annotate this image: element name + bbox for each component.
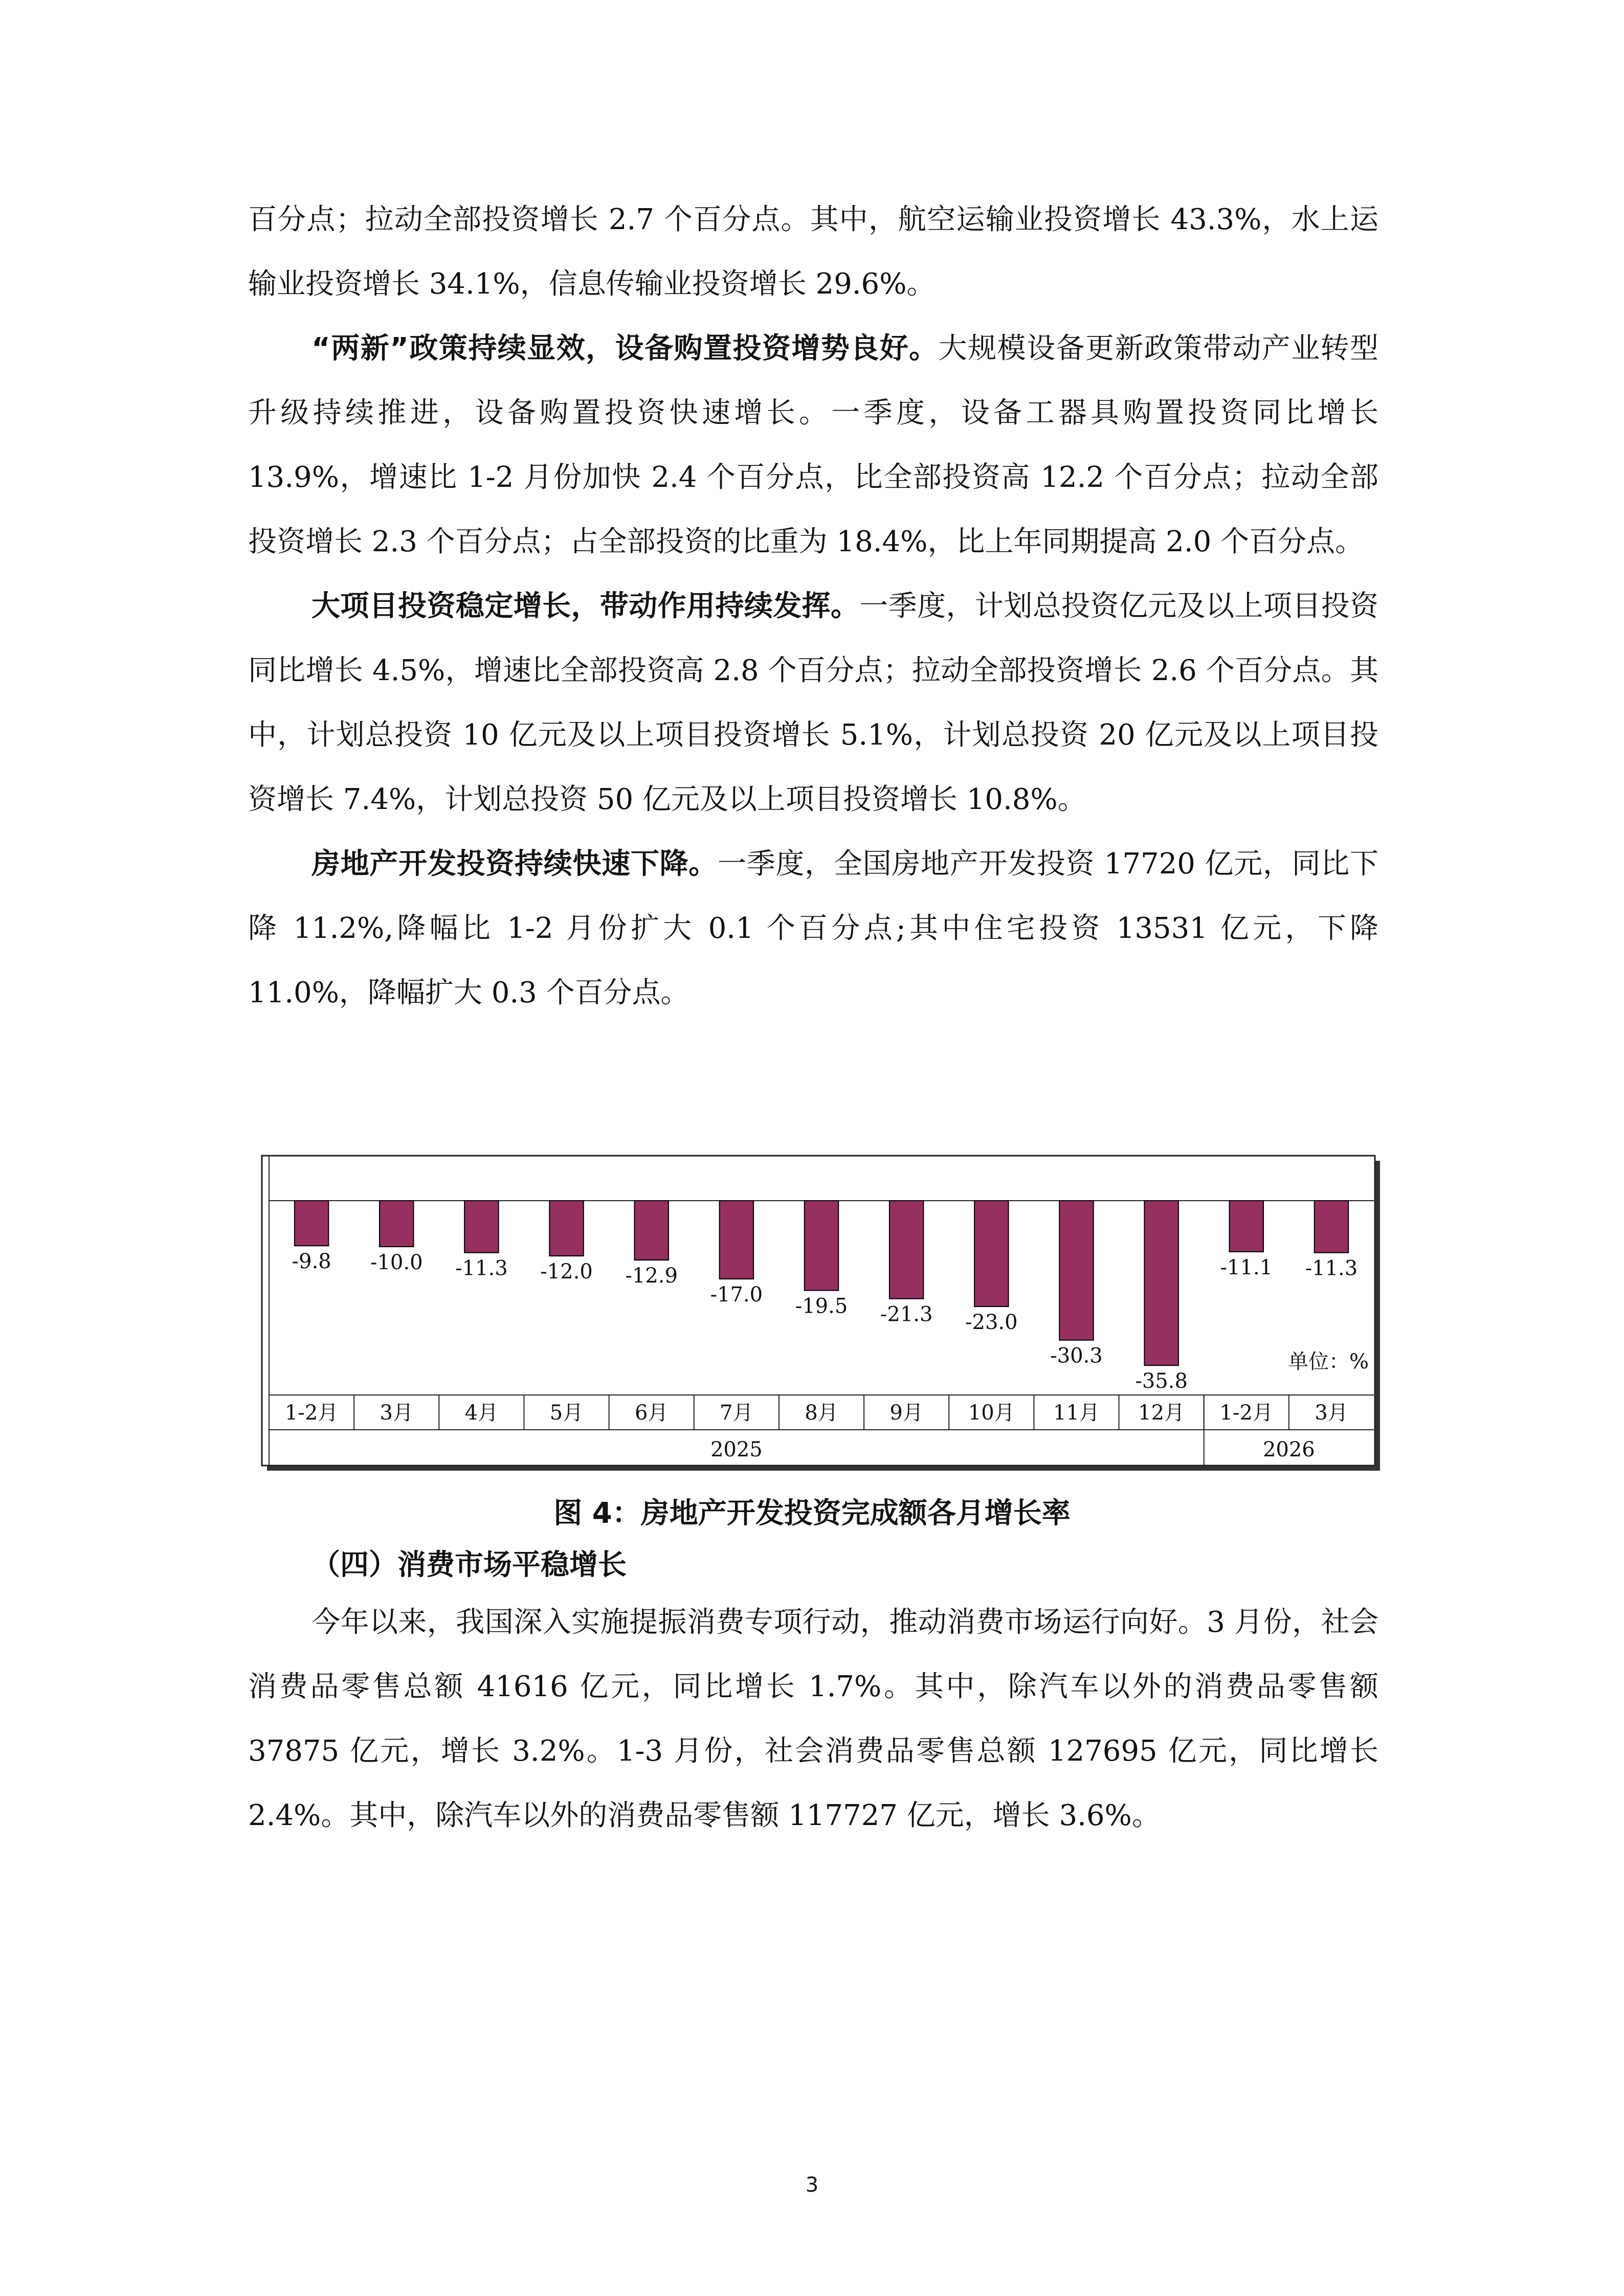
- paragraph-4-lead: 房地产开发投资持续快速下降。: [312, 847, 718, 881]
- value-label-0: -9.8: [292, 1250, 331, 1274]
- bar-0: [295, 1201, 328, 1246]
- category-label-0: 1-2月: [284, 1401, 339, 1425]
- value-label-11: -11.1: [1220, 1255, 1273, 1279]
- category-label-12: 3月: [1315, 1401, 1348, 1425]
- bar-10: [1144, 1201, 1178, 1365]
- paragraph-2-body: 大规模设备更新政策带动产业转型升级持续推进，设备购置投资快速增长。一季度，设备工器具购置投资同比增长 13.9%，增速比 1-2 月份加快 2.4 个百分点，比全部投资高 12.2 个百分点；拉动全部投资增长 2.3 个百分点；占全部投资的比重为 18.4%，比上年同期提高 2.0 个百分点。: [248, 332, 1379, 558]
- paragraph-5: 今年以来，我国深入实施提振消费专项行动，推动消费市场运行向好。3 月份，社会消费品零售总额 41616 亿元，同比增长 1.7%。其中，除汽车以外的消费品零售额 37875 亿元，增长 3.2%。1-3 月份，社会消费品零售总额 127695 亿元，同比增长 2.4%。其中，除汽车以外的消费品零售额 117727 亿元，增长 3.6%。: [248, 1606, 1378, 1832]
- value-label-6: -19.5: [795, 1294, 848, 1318]
- category-label-1: 3月: [380, 1401, 413, 1425]
- unit-label: 单位：%: [1287, 1350, 1369, 1374]
- body-text-2: [248, 1590, 1378, 1848]
- value-label-3: -12.0: [540, 1260, 593, 1284]
- paragraph-4: [248, 832, 1378, 1025]
- value-label-10: -35.8: [1135, 1369, 1188, 1393]
- value-label-1: -10.0: [370, 1251, 423, 1274]
- value-label-9: -30.3: [1050, 1344, 1103, 1368]
- value-label-7: -21.3: [880, 1302, 933, 1326]
- category-label-6: 8月: [805, 1401, 838, 1425]
- category-label-3: 5月: [549, 1401, 584, 1425]
- bar-11: [1230, 1201, 1263, 1252]
- bar-4: [634, 1201, 668, 1260]
- bar-5: [720, 1201, 753, 1279]
- paragraph-1: 百分点；拉动全部投资增长 2.7 个百分点。其中，航空运输业投资增长 43.3%，水上运输业投资增长 34.1%，信息传输业投资增长 29.6%。: [248, 203, 1378, 301]
- bar-12: [1315, 1201, 1348, 1253]
- body-text: [248, 188, 1378, 1025]
- bar-2: [464, 1201, 498, 1253]
- category-label-8: 10月: [968, 1401, 1015, 1425]
- bar-9: [1059, 1201, 1093, 1340]
- category-label-5: 7月: [720, 1401, 753, 1425]
- bar-7: [889, 1201, 923, 1299]
- category-label-10: 12月: [1138, 1401, 1185, 1425]
- paragraph-2-lead: “两新”政策持续显效，设备购置投资增势良好。: [312, 332, 939, 365]
- paragraph-2: [248, 317, 1378, 574]
- page-number: 3: [805, 2173, 819, 2197]
- category-label-4: 6月: [634, 1401, 669, 1425]
- category-label-9: 11月: [1053, 1401, 1100, 1425]
- paragraph-3-body: 一季度，计划总投资亿元及以上项目投资同比增长 4.5%，增速比全部投资高 2.8 个百分点；拉动全部投资增长 2.6 个百分点。其中，计划总投资 10 亿元及以上项目投资增长 5.1%，计划总投资 20 亿元及以上项目投资增长 7.4%，计划总投资 50 亿元及以上项目投资增长 10.8%。: [248, 590, 1379, 816]
- category-label-7: 9月: [889, 1401, 923, 1425]
- year-label-0: 2025: [710, 1438, 763, 1461]
- category-label-2: 4月: [464, 1401, 499, 1425]
- figure-caption: 图 4：房地产开发投资完成额各月增长率: [553, 1497, 1071, 1530]
- bar-chart: [261, 1155, 1381, 1472]
- value-label-5: -17.0: [710, 1283, 763, 1307]
- year-label-1: 2026: [1262, 1438, 1315, 1461]
- paragraph-3-lead: 大项目投资稳定增长，带动作用持续发挥。: [312, 590, 860, 623]
- paragraph-3: [248, 574, 1378, 832]
- section-heading: （四）消费市场平稳增长: [312, 1548, 627, 1582]
- value-label-12: -11.3: [1305, 1256, 1358, 1280]
- bar-6: [805, 1201, 838, 1291]
- value-label-8: -23.0: [965, 1311, 1018, 1334]
- bar-1: [380, 1201, 413, 1247]
- value-label-4: -12.9: [625, 1264, 678, 1288]
- category-label-11: 1-2月: [1219, 1401, 1273, 1425]
- value-label-2: -11.3: [455, 1256, 508, 1280]
- bar-3: [549, 1201, 583, 1256]
- paragraph-4-body: 一季度，全国房地产开发投资 17720 亿元，同比下降 11.2%,降幅比 1-2 月份扩大 0.1 个百分点;其中住宅投资 13531 亿元，下降 11.0%，降幅扩大 0.3 个百分点。: [248, 847, 1379, 1009]
- bar-8: [974, 1201, 1008, 1307]
